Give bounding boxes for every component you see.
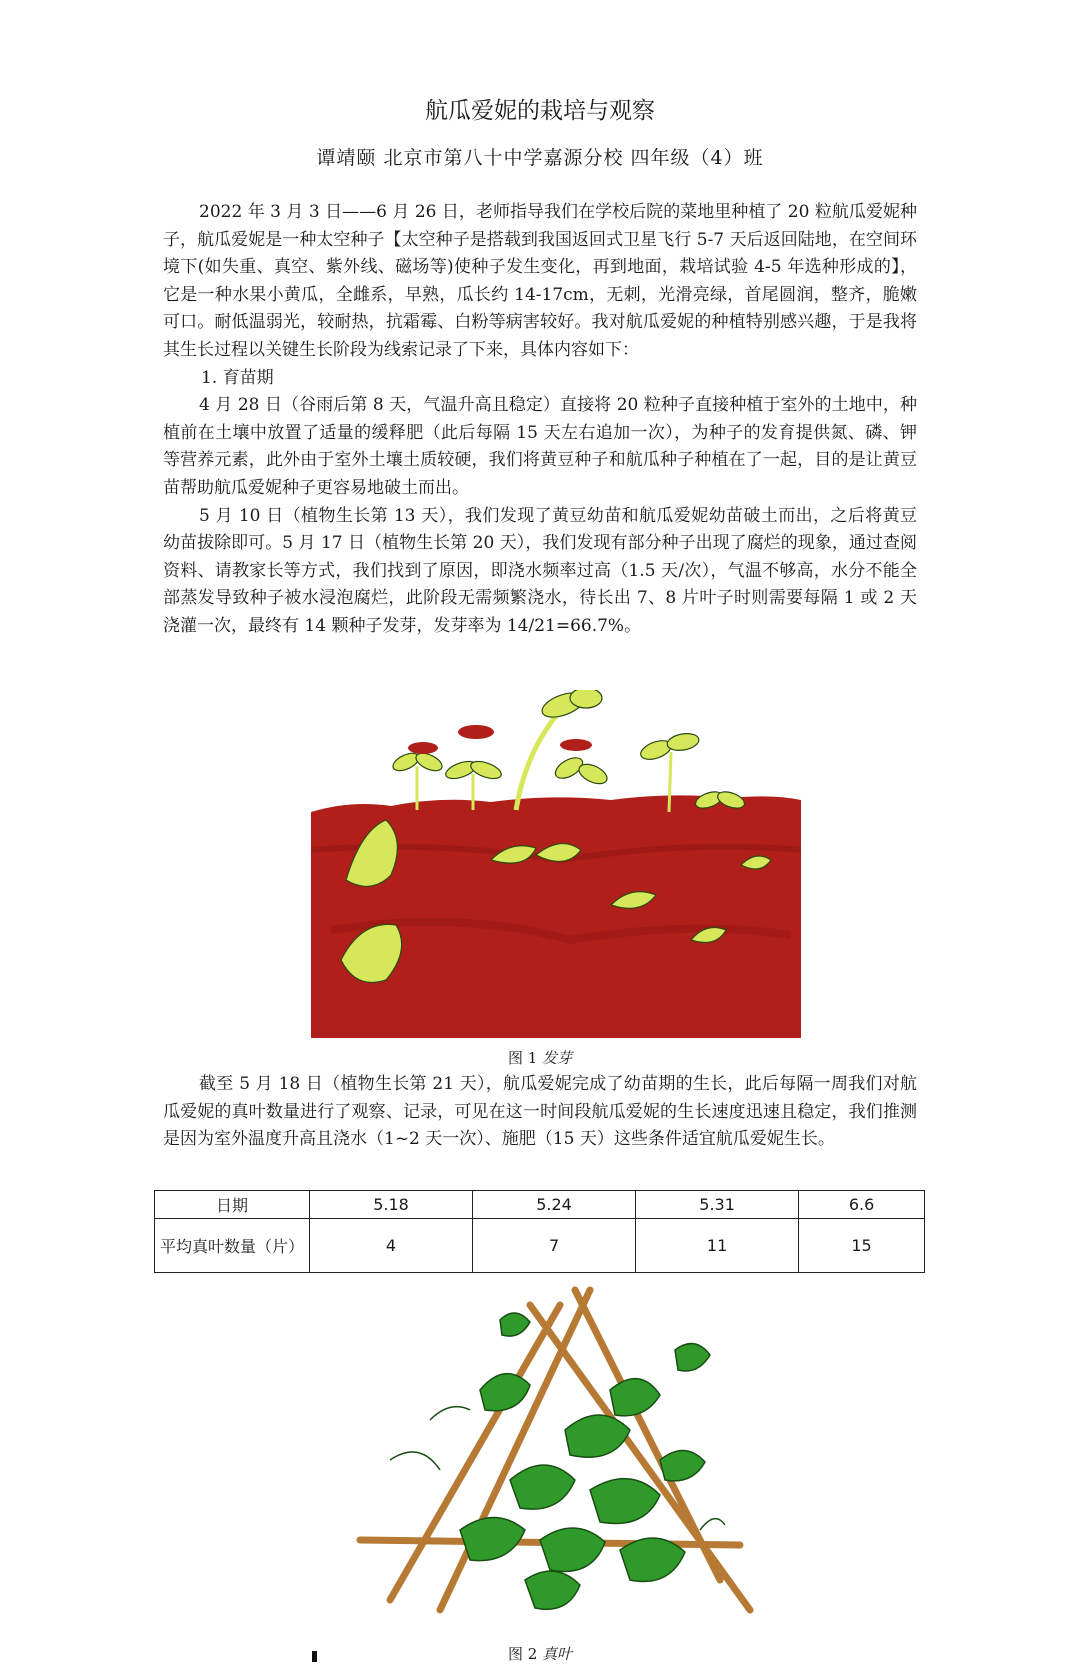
figure-2-caption-text: 真叶 <box>542 1645 573 1663</box>
section-heading-seedling: 1. 育苗期 <box>201 367 274 388</box>
author-line: 谭靖颐 北京市第八十中学嘉源分校 四年级（4）班 <box>316 147 764 169</box>
table-row-leaf-counts <box>155 1219 925 1273</box>
intro-paragraph: 2022 年 3 月 3 日——6 月 26 日，老师指导我们在学校后院的菜地里种植了 20 粒航瓜爱妮种子，航瓜爱妮是一种太空种子【太空种子是搭载到我国返回式卫星飞行 5-7 天后返回陆地，在空间环境下(如失重、真空、紫外线、磁场等)使种子发生变化，再到地面，栽培试验 4-5 年选种形成的】，它是一种水果小黄瓜，全雌系，早熟，瓜长约 14-17cm，无刺，光滑亮绿，首尾圆润，整齐，脆嫩可口。耐低温弱光，较耐热，抗霜霉、白粉等病害较好。我对航瓜爱妮的种植特别感兴趣，于是我将其生长过程以关键生长阶段为线索记录了下来，具体内容如下： <box>163 202 917 360</box>
count-cell: 4 <box>310 1219 473 1273</box>
figure-1-caption <box>0 1047 1080 1068</box>
date-cell: 5.18 <box>310 1191 473 1219</box>
intro-section <box>163 199 917 641</box>
figure-2-caption-number: 图 2 <box>507 1645 538 1663</box>
figure-2-caption <box>0 1643 1080 1664</box>
date-cell: 5.31 <box>636 1191 799 1219</box>
count-cell: 11 <box>636 1219 799 1273</box>
figure-1-caption-number: 图 1 <box>507 1049 538 1067</box>
row-header-leaf-count: 平均真叶数量（片） <box>155 1219 310 1273</box>
trellis-illustration <box>330 1280 790 1630</box>
count-cell: 15 <box>799 1219 925 1273</box>
sprouting-illustration <box>311 690 801 1038</box>
date-cell: 5.24 <box>473 1191 636 1219</box>
germination-paragraph: 5 月 10 日（植物生长第 13 天），我们发现了黄豆幼苗和航瓜爱妮幼苗破土而出，之后将黄豆幼苗拔除即可。5 月 17 日（植物生长第 20 天），我们发现有部分种子出现了腐烂的现象，通过查阅资料、请教家长等方式，我们找到了原因，即浇水频率过高（1.5 天/次），气温不够高，水分不能全部蒸发导致种子被水浸泡腐烂，此阶段无需频繁浇水，待长出 7、8 片叶子时则需要每隔 1 或 2 天浇灌一次，最终有 14 颗种子发芽，发芽率为 14/21=66.7%。 <box>163 505 917 636</box>
table-row-dates <box>155 1191 925 1219</box>
count-cell: 7 <box>473 1219 636 1273</box>
document-title: 航瓜爱妮的栽培与观察 <box>425 98 655 124</box>
leaf-observation-section <box>163 1071 917 1154</box>
true-leaf-count-table <box>154 1190 925 1273</box>
figure-1-caption-text: 发芽 <box>542 1049 573 1067</box>
row-header-date: 日期 <box>155 1191 310 1219</box>
date-cell: 6.6 <box>799 1191 925 1219</box>
leaf-observation-paragraph: 截至 5 月 18 日（植物生长第 21 天），航瓜爱妮完成了幼苗期的生长，此后每隔一周我们对航瓜爱妮的真叶数量进行了观察、记录，可见在这一时间段航瓜爱妮的生长速度迅速且稳定，我们推测是因为室外温度升高且浇水（1~2 天一次）、施肥（15 天）这些条件适宜航瓜爱妮生长。 <box>163 1074 917 1150</box>
planting-paragraph: 4 月 28 日（谷雨后第 8 天，气温升高且稳定）直接将 20 粒种子直接种植于室外的土地中，种植前在土壤中放置了适量的缓释肥（此后每隔 15 天左右追加一次），为种子的发育提供氮、磷、钾等营养元素，此外由于室外土壤土质较硬，我们将黄豆种子和航瓜种子种植在了一起，目的是让黄豆苗帮助航瓜爱妮种子更容易地破土而出。 <box>163 395 917 498</box>
